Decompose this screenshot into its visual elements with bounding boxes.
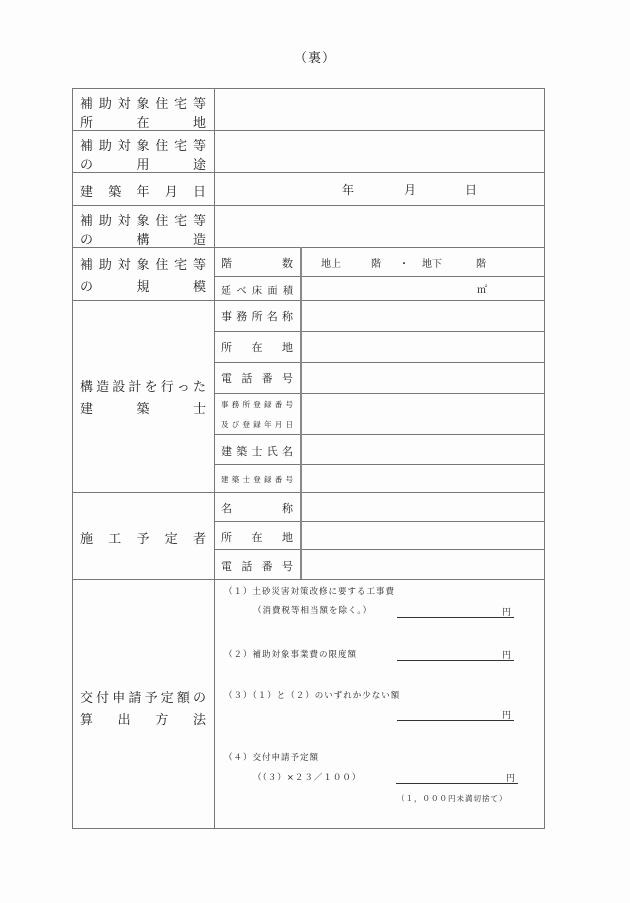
contractor-phone-label: 電 話 番 号 (221, 560, 293, 573)
yen-unit: 円 (501, 651, 511, 661)
divider (72, 492, 545, 493)
architect-registration-label: 建 築 士 登 録 番 号 (221, 475, 293, 484)
office-name-input[interactable] (302, 302, 544, 330)
location-input[interactable] (216, 90, 544, 129)
floor-unit-above: 階 (371, 259, 381, 270)
year-unit: 年 (342, 183, 355, 197)
rounding-note: （１，０００円未満切捨て） (397, 794, 508, 803)
office-registration-label-line1: 事 務 所 登 録 番 号 (221, 400, 293, 409)
office-name-label: 事 務 所 名 称 (221, 310, 293, 323)
usage-label-line2: の 用 途 (80, 158, 206, 173)
location-label-line2: 所 在 地 (80, 116, 206, 131)
divider (214, 521, 545, 522)
usage-input[interactable] (216, 132, 544, 171)
calculation-label-line1: 交 付 申 請 予 定 額 の (80, 691, 206, 706)
location-label-line1: 補 助 対 象 住 宅 等 (80, 97, 206, 112)
contractor-name-label: 名 称 (221, 502, 293, 515)
item2-text: （２）補助対象事業費の限度額 (224, 650, 358, 660)
divider (72, 300, 545, 301)
yen-unit: 円 (501, 608, 511, 618)
architect-registration-input[interactable] (302, 466, 544, 491)
divider (214, 276, 545, 277)
architect-phone-label: 電 話 番 号 (221, 372, 293, 385)
divider (72, 205, 545, 206)
calculation-label-line2: 算 出 方 法 (80, 713, 206, 728)
architect-address-input[interactable] (302, 333, 544, 361)
floor-area-input[interactable] (302, 278, 544, 299)
contractor-phone-input[interactable] (302, 551, 544, 578)
floor-unit-below: 階 (476, 259, 486, 270)
structure-input[interactable] (216, 207, 544, 246)
architect-address-label: 所 在 地 (221, 341, 293, 354)
office-registration-label-line2: 及 び 登 録 年 月 日 (221, 420, 293, 429)
usage-label-line1: 補 助 対 象 住 宅 等 (80, 139, 206, 154)
item4-amount-field[interactable] (396, 771, 518, 784)
scale-label-line1: 補 助 対 象 住 宅 等 (80, 258, 206, 273)
built-date-input[interactable] (216, 174, 544, 204)
architect-label-line2: 建 築 士 (80, 402, 206, 417)
item3-amount-field[interactable] (397, 708, 514, 721)
item1-text-line2: （消費税等相当額を除く。） (253, 606, 373, 616)
divider (214, 331, 545, 332)
architect-label-line1: 構 造 設 計 を 行 っ た (80, 380, 206, 395)
item1-amount-field[interactable] (397, 605, 514, 618)
architect-name-input[interactable] (302, 436, 544, 463)
contractor-label: 施 工 予 定 者 (80, 532, 206, 547)
contractor-name-input[interactable] (302, 494, 544, 520)
item2-amount-field[interactable] (397, 648, 514, 661)
month-unit: 月 (404, 183, 417, 197)
day-unit: 日 (465, 183, 478, 197)
floors-below-label: 地下 (422, 259, 442, 270)
yen-unit: 円 (501, 711, 511, 721)
divider (214, 88, 215, 829)
item4-text-line2: （（３）×２３／１００） (253, 773, 362, 783)
page-title: （裏） (293, 51, 336, 66)
floors-label: 階 数 (221, 257, 293, 270)
item4-text-line1: （４）交付申請予定額 (224, 753, 320, 763)
yen-unit: 円 (505, 774, 515, 784)
contractor-address-input[interactable] (302, 523, 544, 548)
floor-separator: ・ (399, 259, 409, 270)
structure-label-line2: の 構 造 (80, 233, 206, 248)
built-date-label: 建 築 年 月 日 (80, 185, 206, 200)
scale-label-line2: の 規 模 (80, 280, 206, 295)
office-registration-input[interactable] (302, 395, 544, 433)
divider (214, 434, 545, 435)
divider (214, 464, 545, 465)
architect-phone-input[interactable] (302, 364, 544, 392)
item3-text: （３）（１）と（２）のいずれか少ない額 (224, 691, 401, 701)
divider (214, 362, 545, 363)
divider (214, 549, 545, 550)
divider (214, 393, 545, 394)
contractor-address-label: 所 在 地 (221, 531, 293, 544)
divider (72, 579, 545, 580)
floors-above-label: 地上 (321, 259, 341, 270)
structure-label-line1: 補 助 対 象 住 宅 等 (80, 214, 206, 229)
area-unit: ㎡ (477, 285, 487, 296)
item1-text-line1: （１）土砂災害対策改修に要する工事費 (224, 587, 396, 597)
architect-name-label: 建 築 士 氏 名 (221, 445, 293, 458)
floor-area-label: 延 べ 床 面 積 (221, 286, 293, 297)
